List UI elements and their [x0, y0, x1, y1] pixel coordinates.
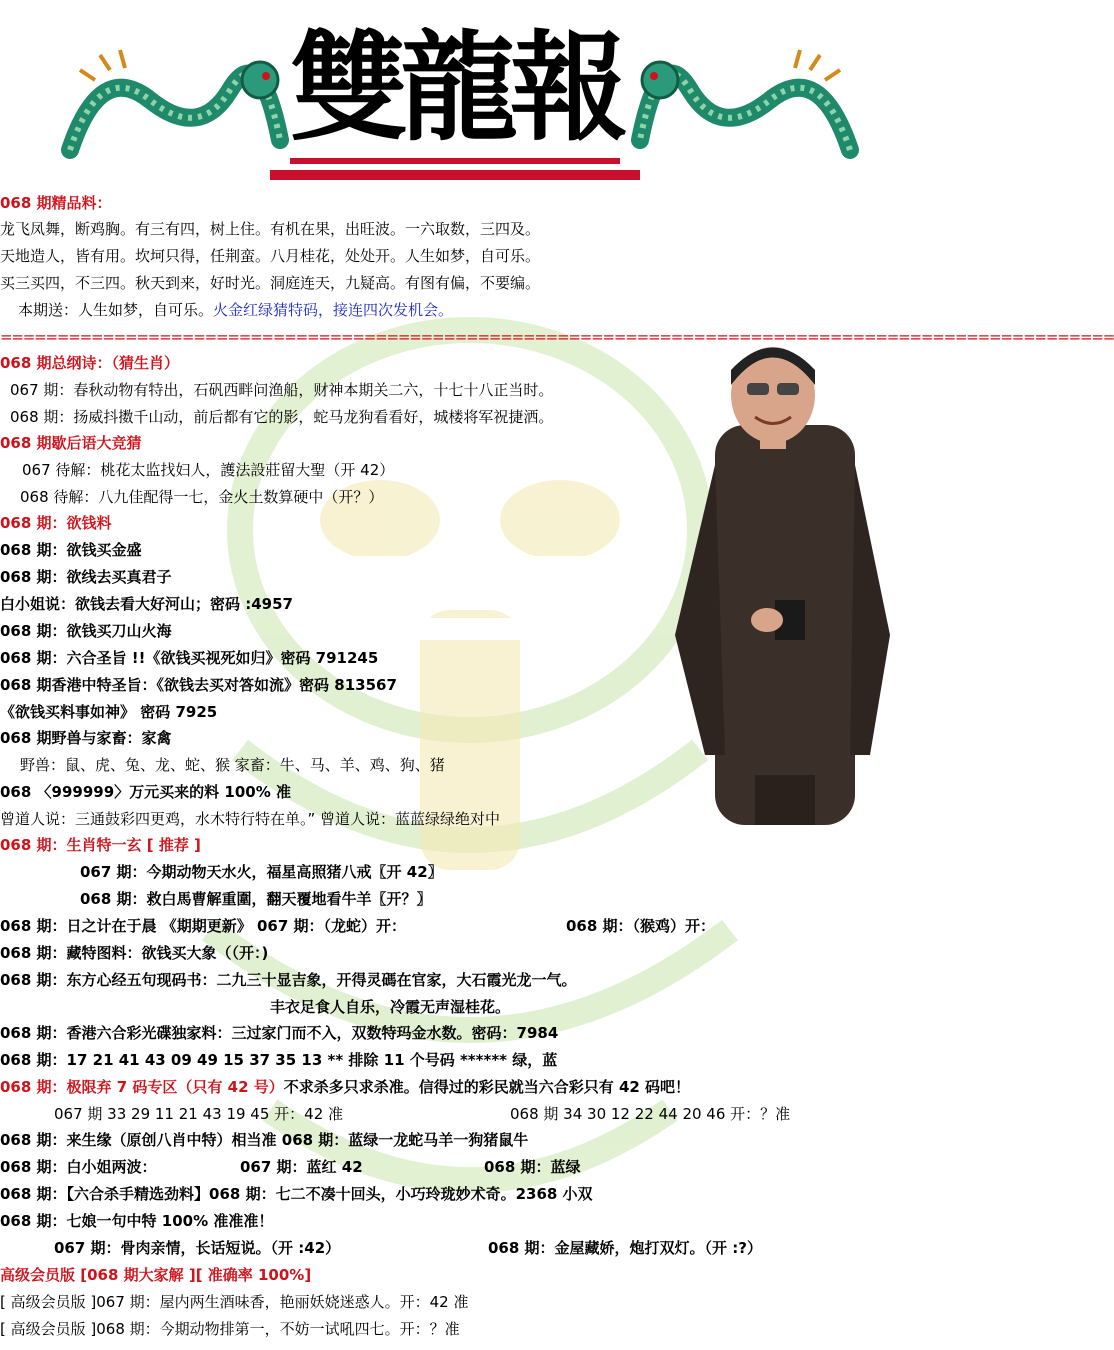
text-line: 067 期：春秋动物有特出，石矾西畔问渔船，财神本期关二六，十七十八正当时。 [10, 381, 554, 399]
dragon-left-icon [60, 40, 290, 170]
text-line: 068 期：来生缘（原创八肖中特）相当准 068 期：蓝绿一龙蛇马羊一狗猪鼠牛 [0, 1131, 529, 1149]
text-line-split [0, 1154, 900, 1180]
text-segment: 067 期：骨肉亲情，长话短说。（开 :42） [54, 1239, 341, 1257]
text-line: 068 期：东方心经五句现码书：二九三十显吉象，开得灵碼在官家，大石霞光龙一气。 [0, 971, 577, 989]
text-line: 野兽：鼠、虎、兔、龙、蛇、猴 家畜：牛、马、羊、鸡、狗、猪 [20, 756, 445, 774]
heading-vip: 高级会员版 [068 期大家解 ][ 准确率 100%] [0, 1266, 312, 1284]
text-segment: 068 期：（猴鸡）开： [566, 917, 716, 935]
blank-overlay [300, 618, 645, 640]
send-highlight: 火金红绿猜特码，接连四次发机会。 [213, 301, 454, 319]
text-segment: 068 期：白小姐两波： [0, 1158, 157, 1176]
text-line-split [0, 1235, 900, 1261]
heading-money: 068 期：欲钱料 [0, 514, 112, 532]
dragon-right-icon [630, 40, 860, 170]
text-line-send [18, 297, 453, 323]
text-line-split [0, 913, 900, 939]
text-segment: 067 期 33 29 11 21 43 19 45 开：42 准 [54, 1105, 344, 1123]
text-line: 白小姐说：欲钱去看大好河山；密码 :4957 [0, 595, 293, 613]
text-line: 068 期：欲线去买真君子 [0, 568, 172, 586]
blank-overlay [275, 556, 590, 578]
text-line: 068 期：六合圣旨 !!《欲钱买视死如归》密码 791245 [0, 649, 379, 667]
text-line: 068 期：欲钱买刀山火海 [0, 622, 172, 640]
text-line: 068 期：【六合杀手精选劲料】068 期：七二不凑十回头，小巧玲珑妙术奇。2368 小双 [0, 1185, 593, 1203]
heading-riddle: 068 期歇后语大竞猜 [0, 434, 142, 452]
text-line: 买三买四，不三四。秋天到来，好时光。洞庭连天，九疑高。有图有偏，不要编。 [0, 274, 541, 292]
title-underline-red [290, 158, 620, 164]
text-line: [ 高级会员版 ]067 期：屋内两生酒味香，艳丽妖娆迷惑人。开：42 准 [0, 1293, 469, 1311]
text-line: 068 〈999999〉万元买来的料 100% 准 [0, 783, 291, 801]
text-segment: 067 期：蓝红 42 [240, 1158, 363, 1176]
heading-premium: 068 期精品料： [0, 194, 112, 212]
text-line: 068 期：救白馬曹解重圍，翻天覆地看牛羊〖开？〗 [80, 890, 432, 908]
text-line: 067 待解：桃花太监找妇人，護法設莊留大聖（开 42） [22, 461, 395, 479]
text-line: 龙飞凤舞，断鸡胸。有三有四，树上住。有机在果，出旺波。一六取数，三四及。 [0, 220, 541, 238]
text-line: 曾道人说：三通鼓彩四更鸡，水木特行特在单。” 曾道人说：蓝蓝绿绿绝对中 [0, 810, 501, 828]
masthead [0, 0, 900, 190]
text-line: 天地造人，皆有用。坎坷只得，任荆蛮。八月桂花，处处开。人生如梦，自可乐。 [0, 247, 541, 265]
send-label: 本期送：人生如梦，自可乐。 [18, 301, 214, 319]
text-line: 068 期：欲钱买金盛 [0, 541, 142, 559]
text-line: 068 期：扬威抖擞千山动，前后都有它的影，蛇马龙狗看看好，城楼将军祝捷洒。 [10, 408, 554, 426]
text-line-split [0, 1101, 900, 1127]
man-in-robe-photo [655, 335, 900, 830]
text-segment: 068 期：日之计在于晨 《期期更新》 067 期：（龙蛇）开： [0, 917, 407, 935]
kill7-heading: 068 期：极限弃 7 码专区（只有 42 号） [0, 1078, 284, 1096]
title-underline-red-thick [270, 170, 640, 180]
text-line: 068 期野兽与家畜：家禽 [0, 729, 172, 747]
text-line: 丰衣足食人自乐，冷霞无声湿桂花。 [270, 998, 511, 1016]
text-line: 068 期：七娘一句中特 100% 准准准！ [0, 1212, 274, 1230]
text-line: 068 期：17 21 41 43 09 49 15 37 35 13 ** 排除 11 个号码 ****** 绿，蓝 [0, 1051, 558, 1069]
heading-zodiac: 068 期：生肖特一玄 [ 推荐 ] [0, 836, 201, 854]
text-line: 068 期：藏特图料：欲钱买大象（（开：) [0, 944, 269, 962]
text-line: 067 期：今期动物天水火，福星高照猪八戒〖开 42〗 [80, 863, 443, 881]
text-segment: 068 期：蓝绿 [484, 1158, 581, 1176]
text-segment: 068 期：金屋藏娇，炮打双灯。（开 :?） [488, 1239, 762, 1257]
separator-line: ================================================================================================== [0, 328, 1114, 346]
heading-poem: 068 期总纲诗：（猜生肖） [0, 354, 180, 372]
newspaper-title: 雙龍報 [290, 18, 621, 157]
text-line: [ 高级会员版 ]068 期：今期动物排第一，不妨一试吼四七。开：？准 [0, 1320, 460, 1338]
kill7-text: 不求杀多只求杀准。信得过的彩民就当六合彩只有 42 码吧！ [283, 1078, 691, 1096]
text-line: 068 期香港中特圣旨：《欲钱去买对答如流》密码 813567 [0, 676, 397, 694]
text-line: 《欲钱买料事如神》 密码 7925 [0, 703, 218, 721]
text-line: 068 期：香港六合彩光碟独家料：三过家门而不入，双数特玛金水数。密码：7984 [0, 1024, 559, 1042]
text-line: 068 待解：八九佳配得一七，金火土数算硬中（开？） [20, 488, 384, 506]
text-segment: 068 期 34 30 12 22 44 20 46 开：？准 [510, 1105, 791, 1123]
text-line-kill7 [0, 1074, 690, 1100]
